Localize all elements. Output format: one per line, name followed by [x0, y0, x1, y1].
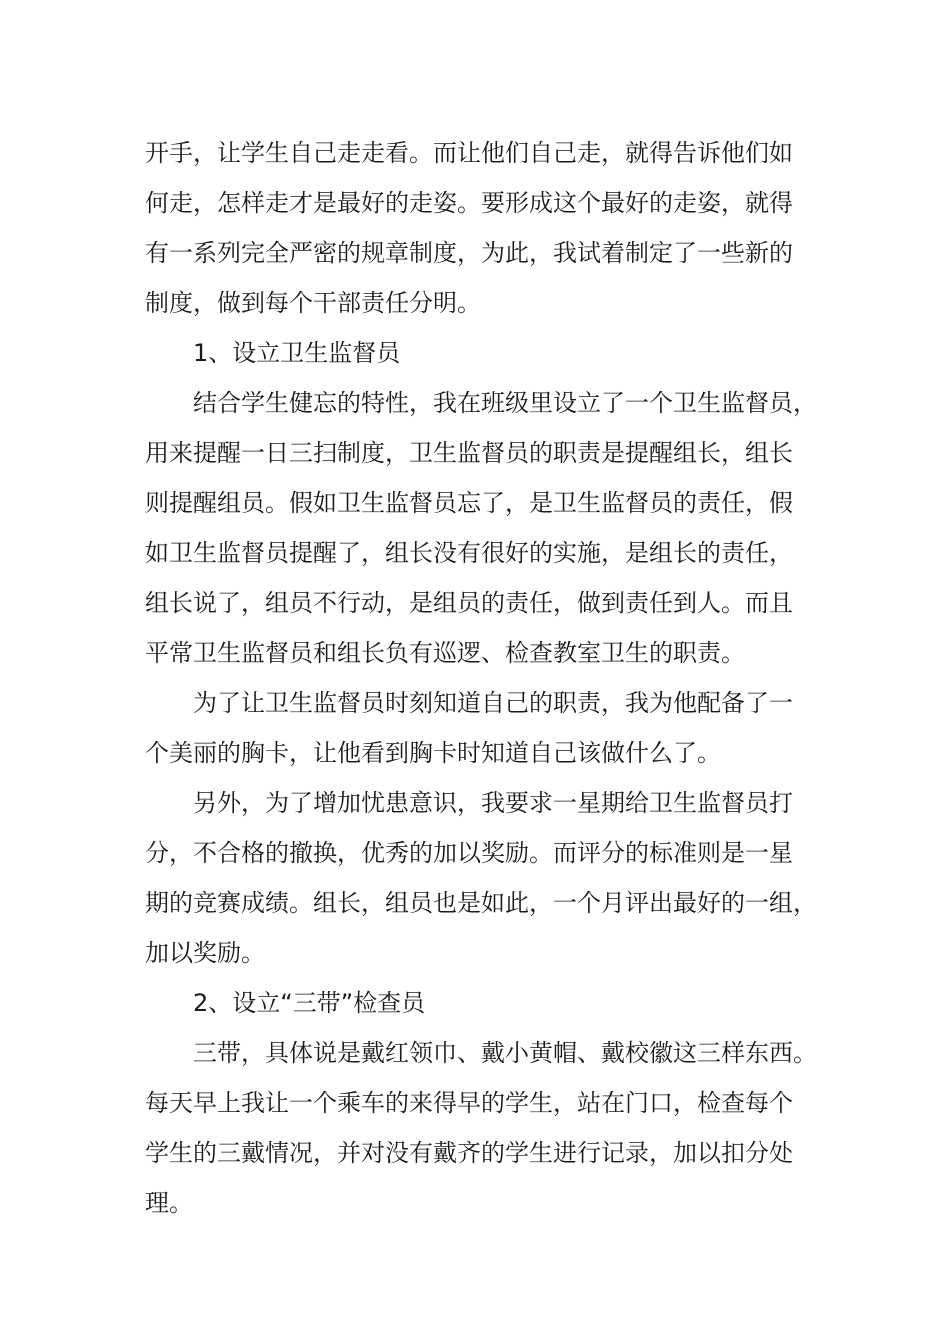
paragraph-line: 开手，让学生自己走走看。而让他们自己走，就得告诉他们如: [145, 139, 793, 167]
paragraph-line: 另外，为了增加忧患意识，我要求一星期给卫生监督员打: [193, 789, 793, 817]
paragraph-line: 理。: [145, 1189, 193, 1217]
paragraph-line: 何走，怎样走才是最好的走姿。要形成这个最好的走姿，就得: [145, 189, 793, 217]
paragraph-line: 期的竞赛成绩。组长，组员也是如此，一个月评出最好的一组，: [145, 889, 817, 917]
paragraph-line: 有一系列完全严密的规章制度，为此，我试着制定了一些新的: [145, 239, 793, 267]
paragraph-line: 学生的三戴情况，并对没有戴齐的学生进行记录，加以扣分处: [145, 1139, 793, 1167]
paragraph-line: 制度，做到每个干部责任分明。: [145, 289, 481, 317]
paragraph-line: 个美丽的胸卡，让他看到胸卡时知道自己该做什么了。: [145, 739, 721, 767]
section-heading: 2、设立“三带”检查员: [193, 989, 426, 1017]
paragraph-line: 每天早上我让一个乘车的来得早的学生，站在门口，检查每个: [145, 1089, 793, 1117]
document-body: [145, 128, 835, 1228]
paragraph-line: 组长说了，组员不行动，是组员的责任，做到责任到人。而且: [145, 589, 793, 617]
paragraph-line: 如卫生监督员提醒了，组长没有很好的实施，是组长的责任，: [145, 539, 793, 567]
section-heading: 1、设立卫生监督员: [193, 339, 401, 367]
paragraph-line: 用来提醒一日三扫制度，卫生监督员的职责是提醒组长，组长: [145, 439, 793, 467]
paragraph-line: 加以奖励。: [145, 939, 265, 967]
paragraph-line: 分，不合格的撤换，优秀的加以奖励。而评分的标准则是一星: [145, 839, 793, 867]
paragraph-line: 则提醒组员。假如卫生监督员忘了，是卫生监督员的责任，假: [145, 489, 793, 517]
paragraph-line: 为了让卫生监督员时刻知道自己的职责，我为他配备了一: [193, 689, 793, 717]
paragraph-line: 三带，具体说是戴红领巾、戴小黄帽、戴校徽这三样东西。: [193, 1039, 817, 1067]
paragraph-line: 结合学生健忘的特性，我在班级里设立了一个卫生监督员，: [193, 389, 817, 417]
paragraph-line: 平常卫生监督员和组长负有巡逻、检查教室卫生的职责。: [145, 639, 745, 667]
